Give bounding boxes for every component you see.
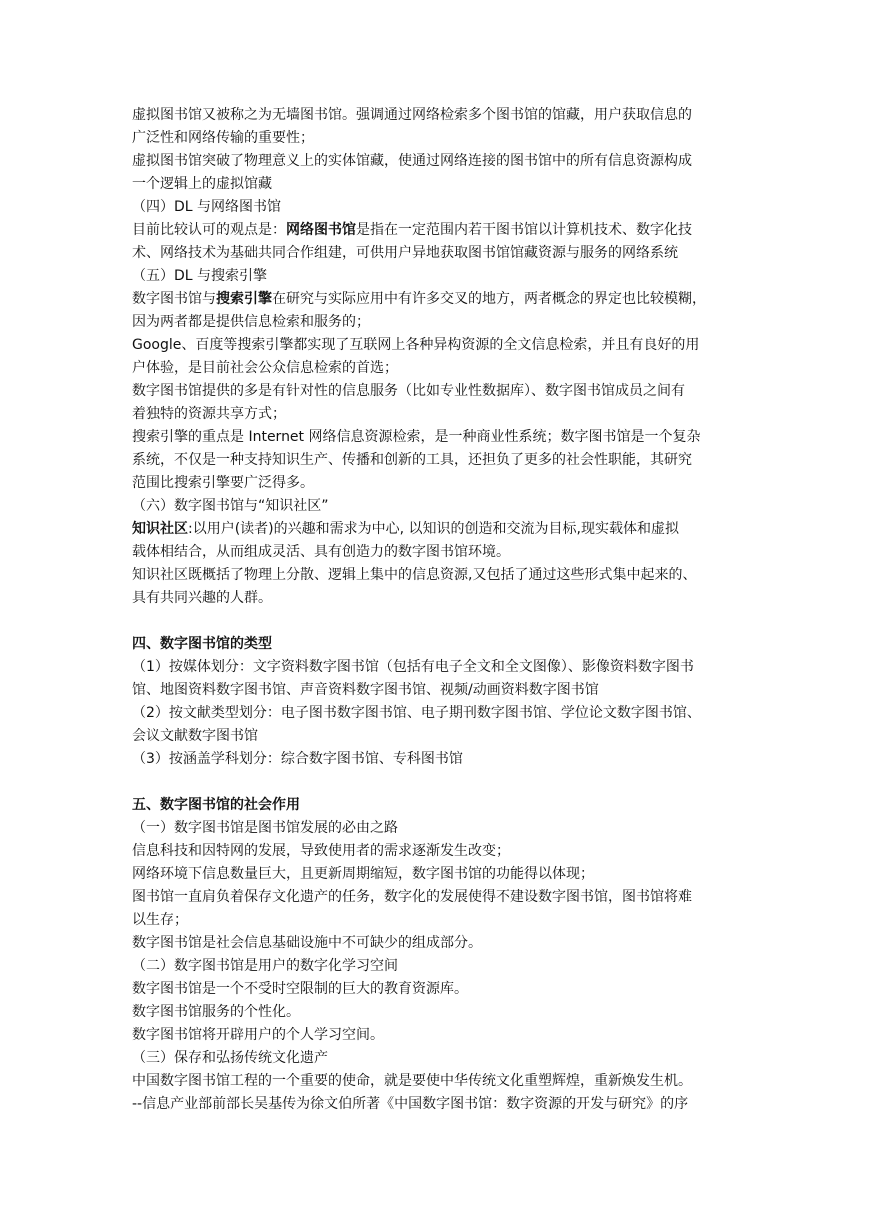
text-line xyxy=(132,518,744,541)
paragraph-gap xyxy=(132,610,744,633)
text-line: 术、网络技术为基础共同合作组建，可供用户异地获取图书馆馆藏资源与服务的网络系统 xyxy=(132,245,678,261)
subsection-heading: （六）数字图书馆与“知识社区” xyxy=(132,498,329,514)
text-line: 馆、地图资料数字图书馆、声音资料数字图书馆、视频/动画资料数字图书馆 xyxy=(132,682,599,698)
text-line: （1）按媒体划分：文字资料数字图书馆（包括有电子全文和全文图像）、影像资料数字图书 xyxy=(132,659,694,675)
text-line: 虚拟图书馆又被称之为无墙图书馆。强调通过网络检索多个图书馆的馆藏，用户获取信息的 xyxy=(132,107,692,123)
text-line: 着独特的资源共享方式； xyxy=(132,406,286,422)
subsection-heading: （三）保存和弘扬传统文化遗产 xyxy=(132,1050,328,1066)
text-run: 在研究与实际应用中有许多交叉的地方，两者概念的界定也比较模糊， xyxy=(272,291,706,307)
bold-term: 网络图书馆 xyxy=(286,222,356,238)
text-line: 户体验，是目前社会公众信息检索的首选； xyxy=(132,360,398,376)
text-line: 广泛性和网络传输的重要性； xyxy=(132,130,314,146)
subsection-heading: （四）DL 与网络图书馆 xyxy=(132,199,282,215)
text-line: 会议文献数字图书馆 xyxy=(132,728,258,744)
section-heading: 五、数字图书馆的社会作用 xyxy=(132,797,300,813)
text-line: 具有共同兴趣的人群。 xyxy=(132,590,272,606)
text-run: 数字图书馆与 xyxy=(132,291,216,307)
text-run: 目前比较认可的观点是： xyxy=(132,222,286,238)
text-line: （2）按文献类型划分：电子图书数字图书馆、电子期刊数字图书馆、学位论文数字图书馆、 xyxy=(132,705,701,721)
text-line: 虚拟图书馆突破了物理意义上的实体馆藏，使通过网络连接的图书馆中的所有信息资源构成 xyxy=(132,153,692,169)
text-line: 图书馆一直肩负着保存文化遗产的任务，数字化的发展使得不建设数字图书馆，图书馆将难 xyxy=(132,889,692,905)
section-heading: 四、数字图书馆的类型 xyxy=(132,636,272,652)
text-line: 数字图书馆是一个不受时空限制的巨大的教育资源库。 xyxy=(132,981,468,997)
text-line: 载体相结合，从而组成灵活、具有创造力的数字图书馆环境。 xyxy=(132,544,510,560)
text-line: 中国数字图书馆工程的一个重要的使命，就是要使中华传统文化重塑辉煌，重新焕发生机。 xyxy=(132,1073,692,1089)
text-line: 数字图书馆提供的多是有针对性的信息服务（比如专业性数据库）、数字图书馆成员之间有 xyxy=(132,383,685,399)
subsection-heading: （二）数字图书馆是用户的数字化学习空间 xyxy=(132,958,398,974)
text-line: 范围比搜索引擎要广泛得多。 xyxy=(132,475,314,491)
text-line: 网络环境下信息数量巨大，且更新周期缩短，数字图书馆的功能得以体现； xyxy=(132,866,594,882)
text-line: 数字图书馆服务的个性化。 xyxy=(132,1004,300,1020)
subsection-heading: （一）数字图书馆是图书馆发展的必由之路 xyxy=(132,820,398,836)
text-line: 数字图书馆将开辟用户的个人学习空间。 xyxy=(132,1027,384,1043)
text-line: 数字图书馆是社会信息基础设施中不可缺少的组成部分。 xyxy=(132,935,482,951)
text-line: 信息科技和因特网的发展，导致使用者的需求逐渐发生改变； xyxy=(132,843,510,859)
text-run: 是指在一定范围内若干图书馆以计算机技术、数字化技 xyxy=(356,222,692,238)
subsection-heading: （五）DL 与搜索引擎 xyxy=(132,268,268,284)
text-line: Google、百度等搜索引擎都实现了互联网上各种异构资源的全文信息检索，并且有良好的用 xyxy=(132,337,700,353)
bold-term: 知识社区 xyxy=(132,521,188,537)
text-run: :以用户(读者)的兴趣和需求为中心, 以知识的创造和交流为目标,现实载体和虚拟 xyxy=(188,521,679,537)
text-line: 知识社区既概括了物理上分散、逻辑上集中的信息资源,又包括了通过这些形式集中起来的、 xyxy=(132,567,697,583)
text-line xyxy=(132,288,744,311)
text-line: 一个逻辑上的虚拟馆藏 xyxy=(132,176,272,192)
document-page xyxy=(132,104,744,1116)
text-line xyxy=(132,219,744,242)
text-line: 以生存； xyxy=(132,912,188,928)
text-line: --信息产业部前部长吴基传为徐文伯所著《中国数字图书馆：数字资源的开发与研究》的序 xyxy=(132,1096,689,1112)
text-line: 系统，不仅是一种支持知识生产、传播和创新的工具，还担负了更多的社会性职能，其研究 xyxy=(132,452,692,468)
text-line: 搜索引擎的重点是 Internet 网络信息资源检索，是一种商业性系统；数字图书馆是一个复杂 xyxy=(132,429,701,445)
bold-term: 搜索引擎 xyxy=(216,291,272,307)
text-line: 因为两者都是提供信息检索和服务的； xyxy=(132,314,370,330)
text-line: （3）按涵盖学科划分：综合数字图书馆、专科图书馆 xyxy=(132,751,463,767)
paragraph-gap xyxy=(132,771,744,794)
